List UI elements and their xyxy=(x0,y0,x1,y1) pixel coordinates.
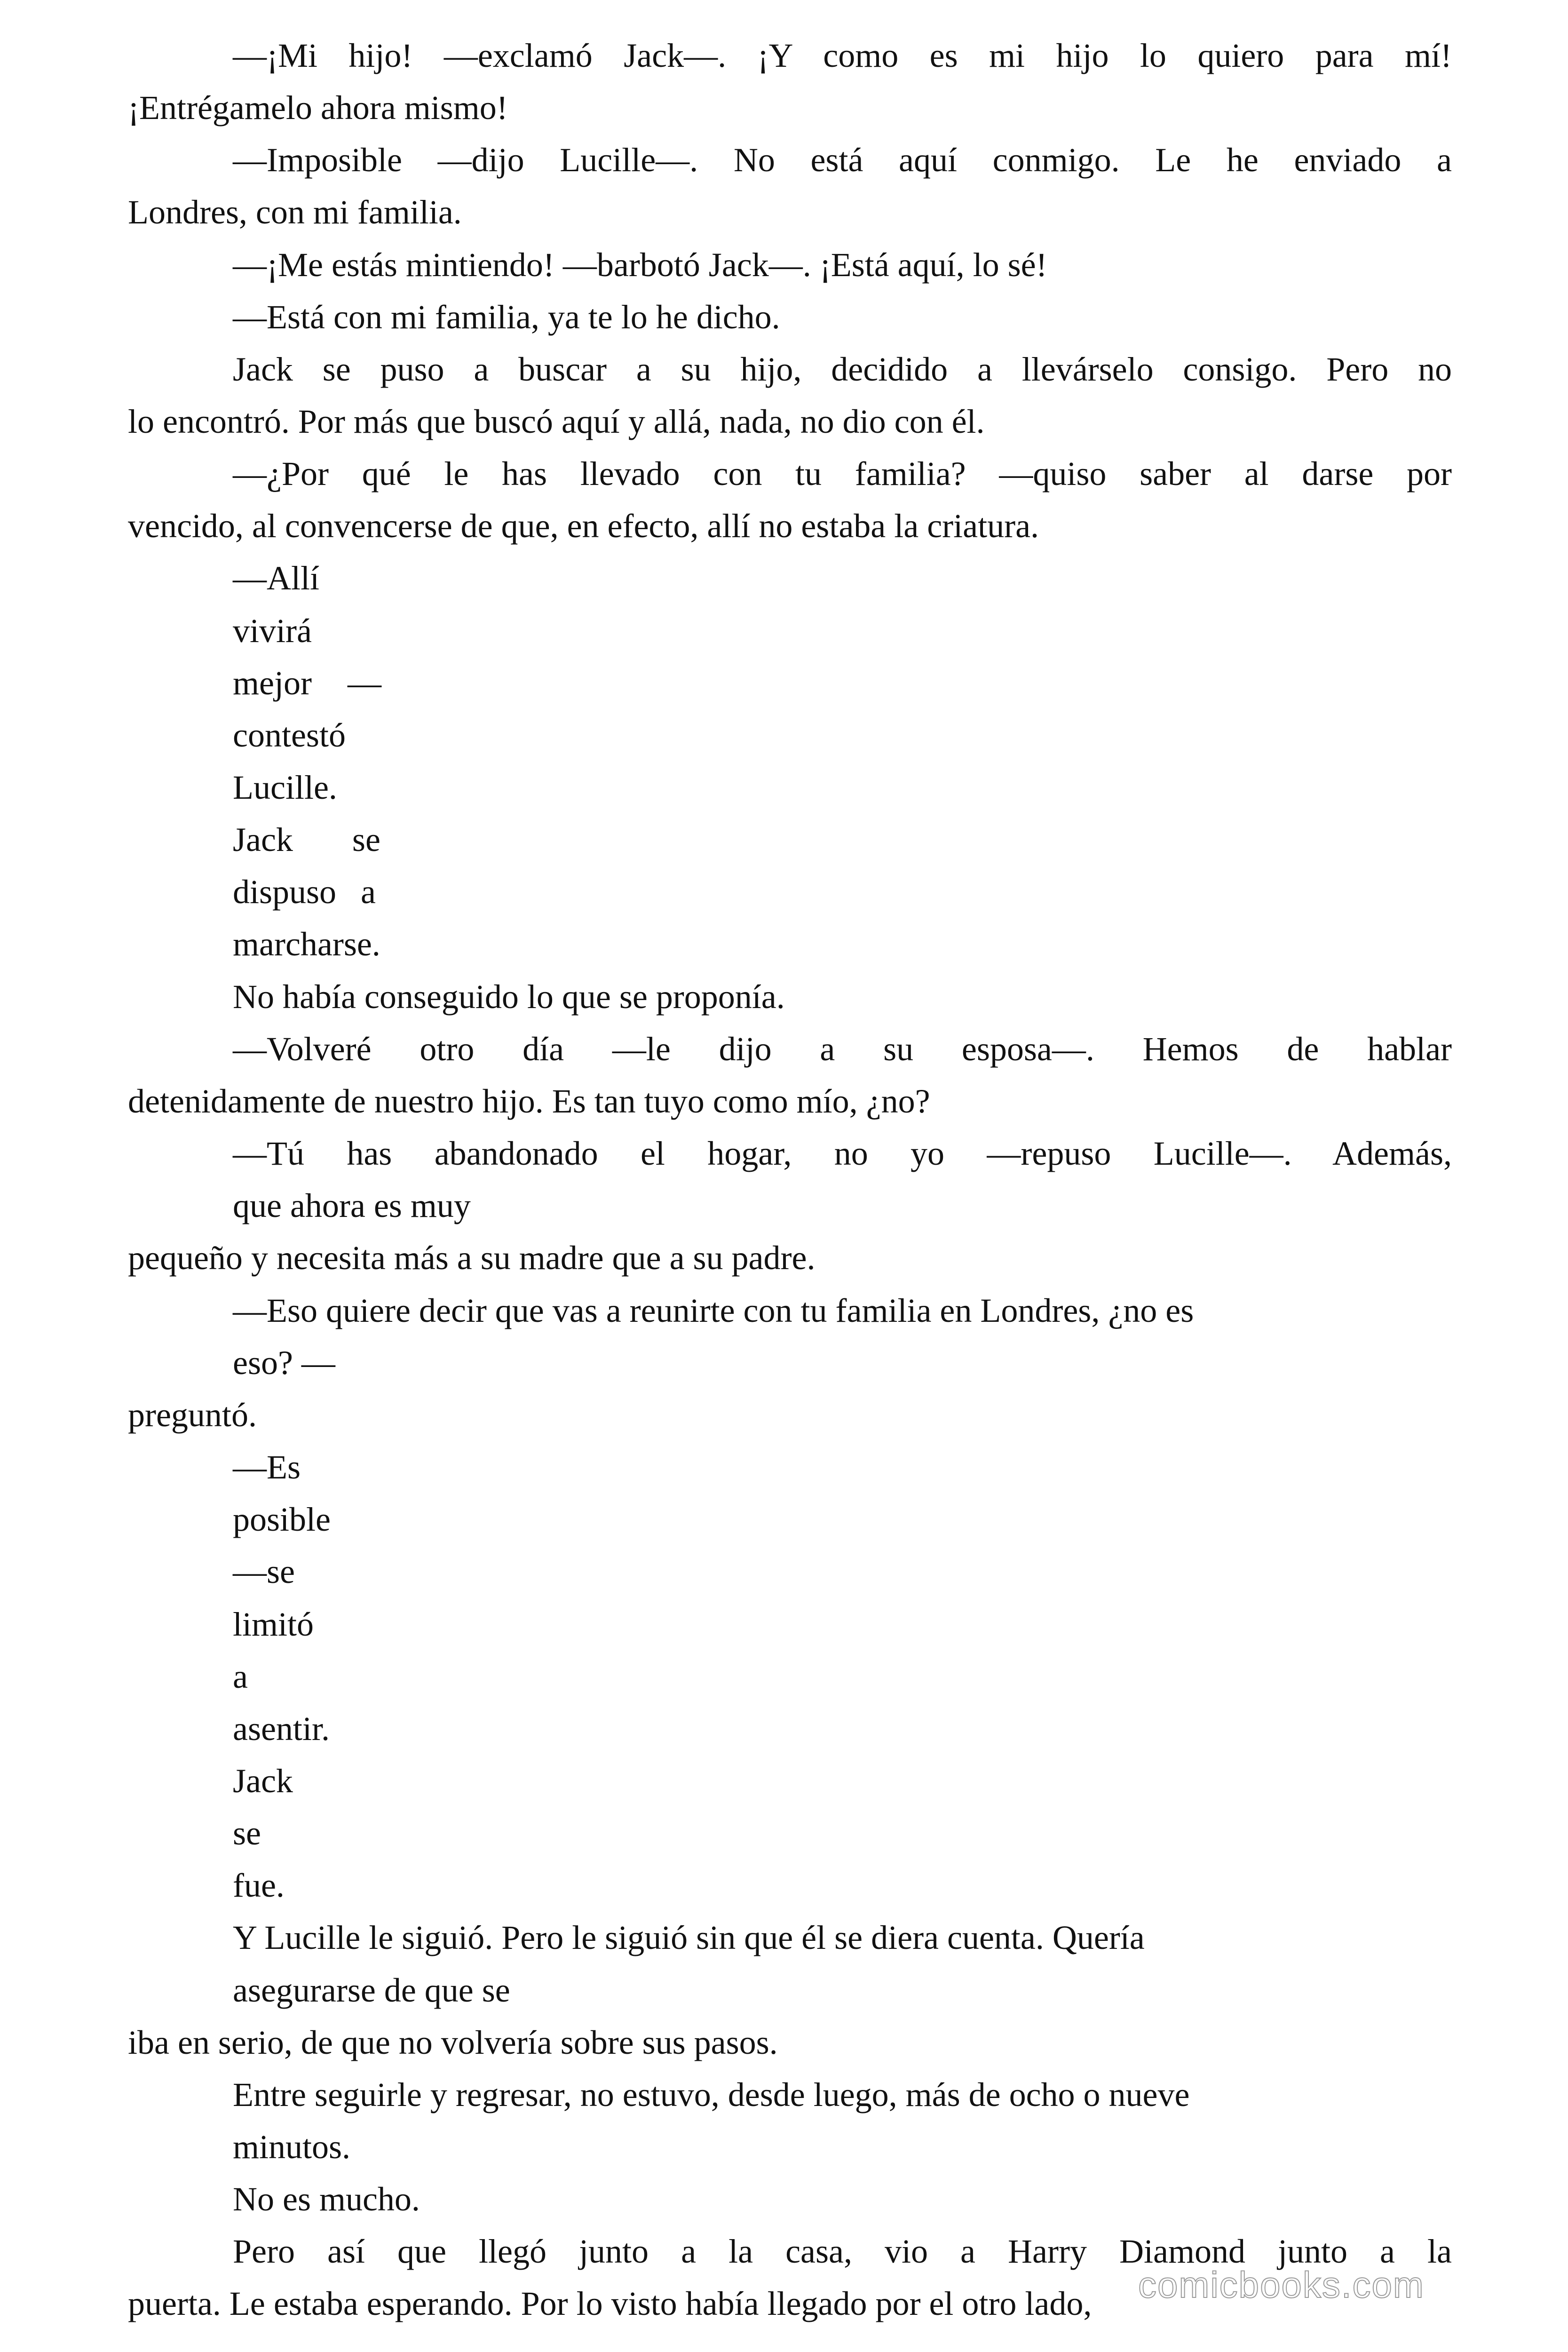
text-line-44: puerta. Le estaba esperando. Por lo visto había llegado por el otro lado, xyxy=(128,2285,1092,2322)
text-line-14: contestó xyxy=(233,716,346,754)
text-line-10: vencido, al convencerse de que, en efecto, allí no estaba la criatura. xyxy=(128,507,1039,545)
text-line-3: —Imposible —dijo Lucille—. No está aquí conmigo. Le he enviado a xyxy=(233,141,1452,179)
text-line-11: —Allí xyxy=(233,559,320,597)
text-line-34: Jack xyxy=(233,1762,293,1800)
text-line-30: —se xyxy=(233,1553,295,1590)
text-line-23: que ahora es muy xyxy=(233,1187,471,1224)
text-line-43: Pero así que llegó junto a la casa, vio a Harry Diamond junto a la xyxy=(233,2233,1452,2270)
text-line-35: se xyxy=(233,1814,261,1852)
text-line-2: ¡Entrégamelo ahora mismo! xyxy=(128,89,508,127)
text-line-16: Jack se xyxy=(233,821,380,858)
text-line-5: —¡Me estás mintiendo! —barbotó Jack—. ¡Está aquí, lo sé! xyxy=(233,246,1047,284)
text-line-8: lo encontró. Por más que buscó aquí y allá, nada, no dio con él. xyxy=(128,403,985,440)
text-line-17: dispuso a xyxy=(233,873,376,911)
text-line-1: —¡Mi hijo! —exclamó Jack—. ¡Y como es mi hijo lo quiero para mí! xyxy=(233,37,1452,74)
text-line-15: Lucille. xyxy=(233,769,337,806)
text-line-7: Jack se puso a buscar a su hijo, decidido a llevárselo consigo. Pero no xyxy=(233,350,1452,388)
text-line-26: eso? — xyxy=(233,1344,335,1382)
text-line-40: Entre seguirle y regresar, no estuvo, desde luego, más de ocho o nueve xyxy=(233,2076,1190,2114)
text-line-36: fue. xyxy=(233,1867,285,1904)
text-line-4: Londres, con mi familia. xyxy=(128,193,462,231)
text-line-12: vivirá xyxy=(233,612,312,650)
text-line-21: detenidamente de nuestro hijo. Es tan tuyo como mío, ¿no? xyxy=(128,1082,930,1120)
text-line-18: marcharse. xyxy=(233,925,380,963)
text-line-28: —Es xyxy=(233,1448,301,1486)
text-line-19: No había conseguido lo que se proponía. xyxy=(233,978,785,1016)
text-line-39: iba en serio, de que no volvería sobre sus pasos. xyxy=(128,2024,778,2061)
text-line-42: No es mucho. xyxy=(233,2180,420,2218)
text-line-20: —Volveré otro día —le dijo a su esposa—. Hemos de hablar xyxy=(233,1030,1452,1068)
text-line-25: —Eso quiere decir que vas a reunirte con tu familia en Londres, ¿no es xyxy=(233,1292,1194,1329)
text-line-6: —Está con mi familia, ya te lo he dicho. xyxy=(233,298,780,336)
text-line-37: Y Lucille le siguió. Pero le siguió sin que él se diera cuenta. Quería xyxy=(233,1919,1145,1956)
text-line-41: minutos. xyxy=(233,2128,351,2166)
text-line-22: —Tú has abandonado el hogar, no yo —repuso Lucille—. Además, xyxy=(233,1135,1452,1172)
text-line-29: posible xyxy=(233,1501,331,1538)
text-line-24: pequeño y necesita más a su madre que a su padre. xyxy=(128,1239,816,1277)
text-line-27: preguntó. xyxy=(128,1396,257,1434)
text-line-32: a xyxy=(233,1658,248,1695)
text-line-38: asegurarse de que se xyxy=(233,1971,510,2009)
text-line-33: asentir. xyxy=(233,1710,330,1748)
text-line-9: —¿Por qué le has llevado con tu familia? —quiso saber al darse por xyxy=(233,455,1452,493)
text-line-13: mejor — xyxy=(233,664,381,702)
text-line-31: limitó xyxy=(233,1605,314,1643)
watermark: comicbooks.com xyxy=(1138,2264,1425,2305)
